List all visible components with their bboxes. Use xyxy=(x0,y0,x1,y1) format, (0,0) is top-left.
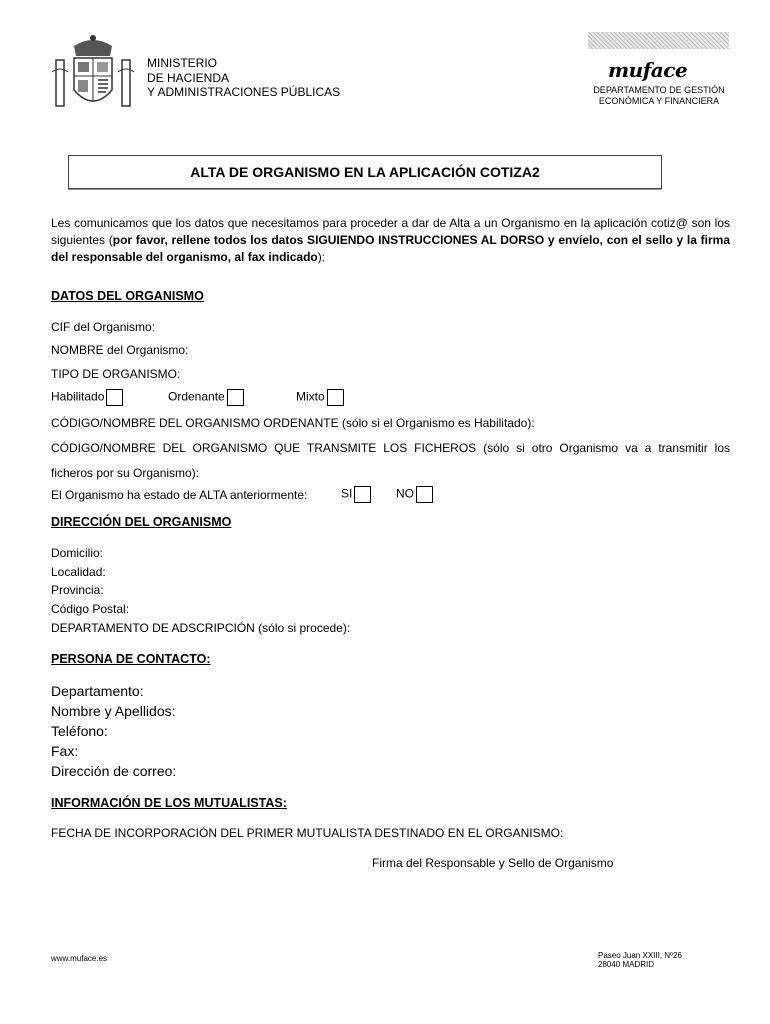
footer-address xyxy=(598,951,682,969)
section-heading-contacto: PERSONA DE CONTACTO: xyxy=(51,652,211,666)
section-heading-mutualistas: INFORMACIÓN DE LOS MUTUALISTAS: xyxy=(51,796,287,810)
provincia-field-label: Provincia: xyxy=(51,583,104,597)
codigo-postal-field-label: Código Postal: xyxy=(51,602,130,616)
si-checkbox[interactable] xyxy=(354,486,371,503)
ministry-line: DE HACIENDA xyxy=(147,70,230,85)
signature-label: Firma del Responsable y Sello de Organismo xyxy=(372,856,614,870)
ordenante-label: Ordenante xyxy=(168,389,225,404)
mixto-label: Mixto xyxy=(296,389,325,404)
alta-si-option xyxy=(341,486,371,503)
contacto-departamento-label: Departamento: xyxy=(51,683,144,699)
nombre-field-label: NOMBRE del Organismo: xyxy=(51,343,189,357)
alta-no-option xyxy=(396,486,433,503)
footer-website: www.muface.es xyxy=(51,954,108,963)
intro-text: Les comunicamos que los datos que necesitamos para proceder a dar de Alta a un Organismo en la aplicación cotiz@ son los siguientes ( xyxy=(51,216,730,247)
contacto-fax-label: Fax: xyxy=(51,743,79,759)
intro-text-end: ): xyxy=(317,250,326,264)
codigo-transmite-label-cont: ficheros por su Organismo): xyxy=(51,466,200,480)
form-title: ALTA DE ORGANISMO EN LA APLICACIÓN COTIZA2 xyxy=(190,164,540,180)
ministry-line: Y ADMINISTRACIONES PÚBLICAS xyxy=(147,85,341,99)
department-line: ECONÓMICA Y FINANCIERA xyxy=(598,95,720,106)
muface-logo: muface xyxy=(608,58,688,82)
barcode-image xyxy=(588,32,729,49)
no-label: NO xyxy=(396,486,414,501)
contacto-nombre-label: Nombre y Apellidos: xyxy=(51,703,176,719)
si-label: SI xyxy=(341,486,353,501)
tipo-field-label: TIPO DE ORGANISMO: xyxy=(51,367,181,381)
fecha-incorporacion-label: FECHA DE INCORPORACIÓN DEL PRIMER MUTUALISTA DESTINADO EN EL ORGANISMO: xyxy=(51,826,564,840)
tipo-ordenante-option xyxy=(168,389,244,406)
title-box xyxy=(68,155,662,189)
localidad-field-label: Localidad: xyxy=(51,565,106,579)
address-line: 28040 MADRID xyxy=(598,960,655,969)
department-line: DEPARTAMENTO DE GESTIÓN xyxy=(593,85,725,95)
tipo-mixto-option xyxy=(296,389,344,406)
alta-previa-label: El Organismo ha estado de ALTA anteriormente: xyxy=(51,488,308,502)
ordenante-checkbox[interactable] xyxy=(227,389,244,406)
ministry-line: MINISTERIO xyxy=(147,56,218,70)
section-heading-direccion: DIRECCIÓN DEL ORGANISMO xyxy=(51,515,232,529)
mixto-checkbox[interactable] xyxy=(327,389,344,406)
tipo-habilitado-option xyxy=(51,389,123,406)
contacto-correo-label: Dirección de correo: xyxy=(51,763,177,779)
ministry-name xyxy=(147,56,340,100)
section-heading-datos: DATOS DEL ORGANISMO xyxy=(51,289,204,303)
no-checkbox[interactable] xyxy=(416,486,433,503)
habilitado-label: Habilitado xyxy=(51,389,105,404)
cif-field-label: CIF del Organismo: xyxy=(51,320,156,334)
codigo-transmite-label: CÓDIGO/NOMBRE DEL ORGANISMO QUE TRANSMITE LOS FICHEROS (sólo si otro Organismo va a transmitir los xyxy=(51,441,730,455)
coat-of-arms-icon xyxy=(52,32,134,114)
address-line: Paseo Juan XXIII, Nº26 xyxy=(598,951,682,960)
domicilio-field-label: Domicilio: xyxy=(51,546,104,560)
departamento-adscripcion-label: DEPARTAMENTO DE ADSCRIPCIÓN (sólo si procede): xyxy=(51,621,351,635)
intro-instructions: por favor, rellene todos los datos SIGUIENDO INSTRUCCIONES AL DORSO y envíelo, con el sello y la firma del responsable del organismo, al fax indicado xyxy=(51,233,730,264)
codigo-ordenante-label: CÓDIGO/NOMBRE DEL ORGANISMO ORDENANTE (sólo si el Organismo es Habilitado): xyxy=(51,416,535,430)
contacto-telefono-label: Teléfono: xyxy=(51,723,108,739)
department-name xyxy=(580,85,738,106)
intro-paragraph xyxy=(51,215,730,266)
habilitado-checkbox[interactable] xyxy=(106,389,123,406)
